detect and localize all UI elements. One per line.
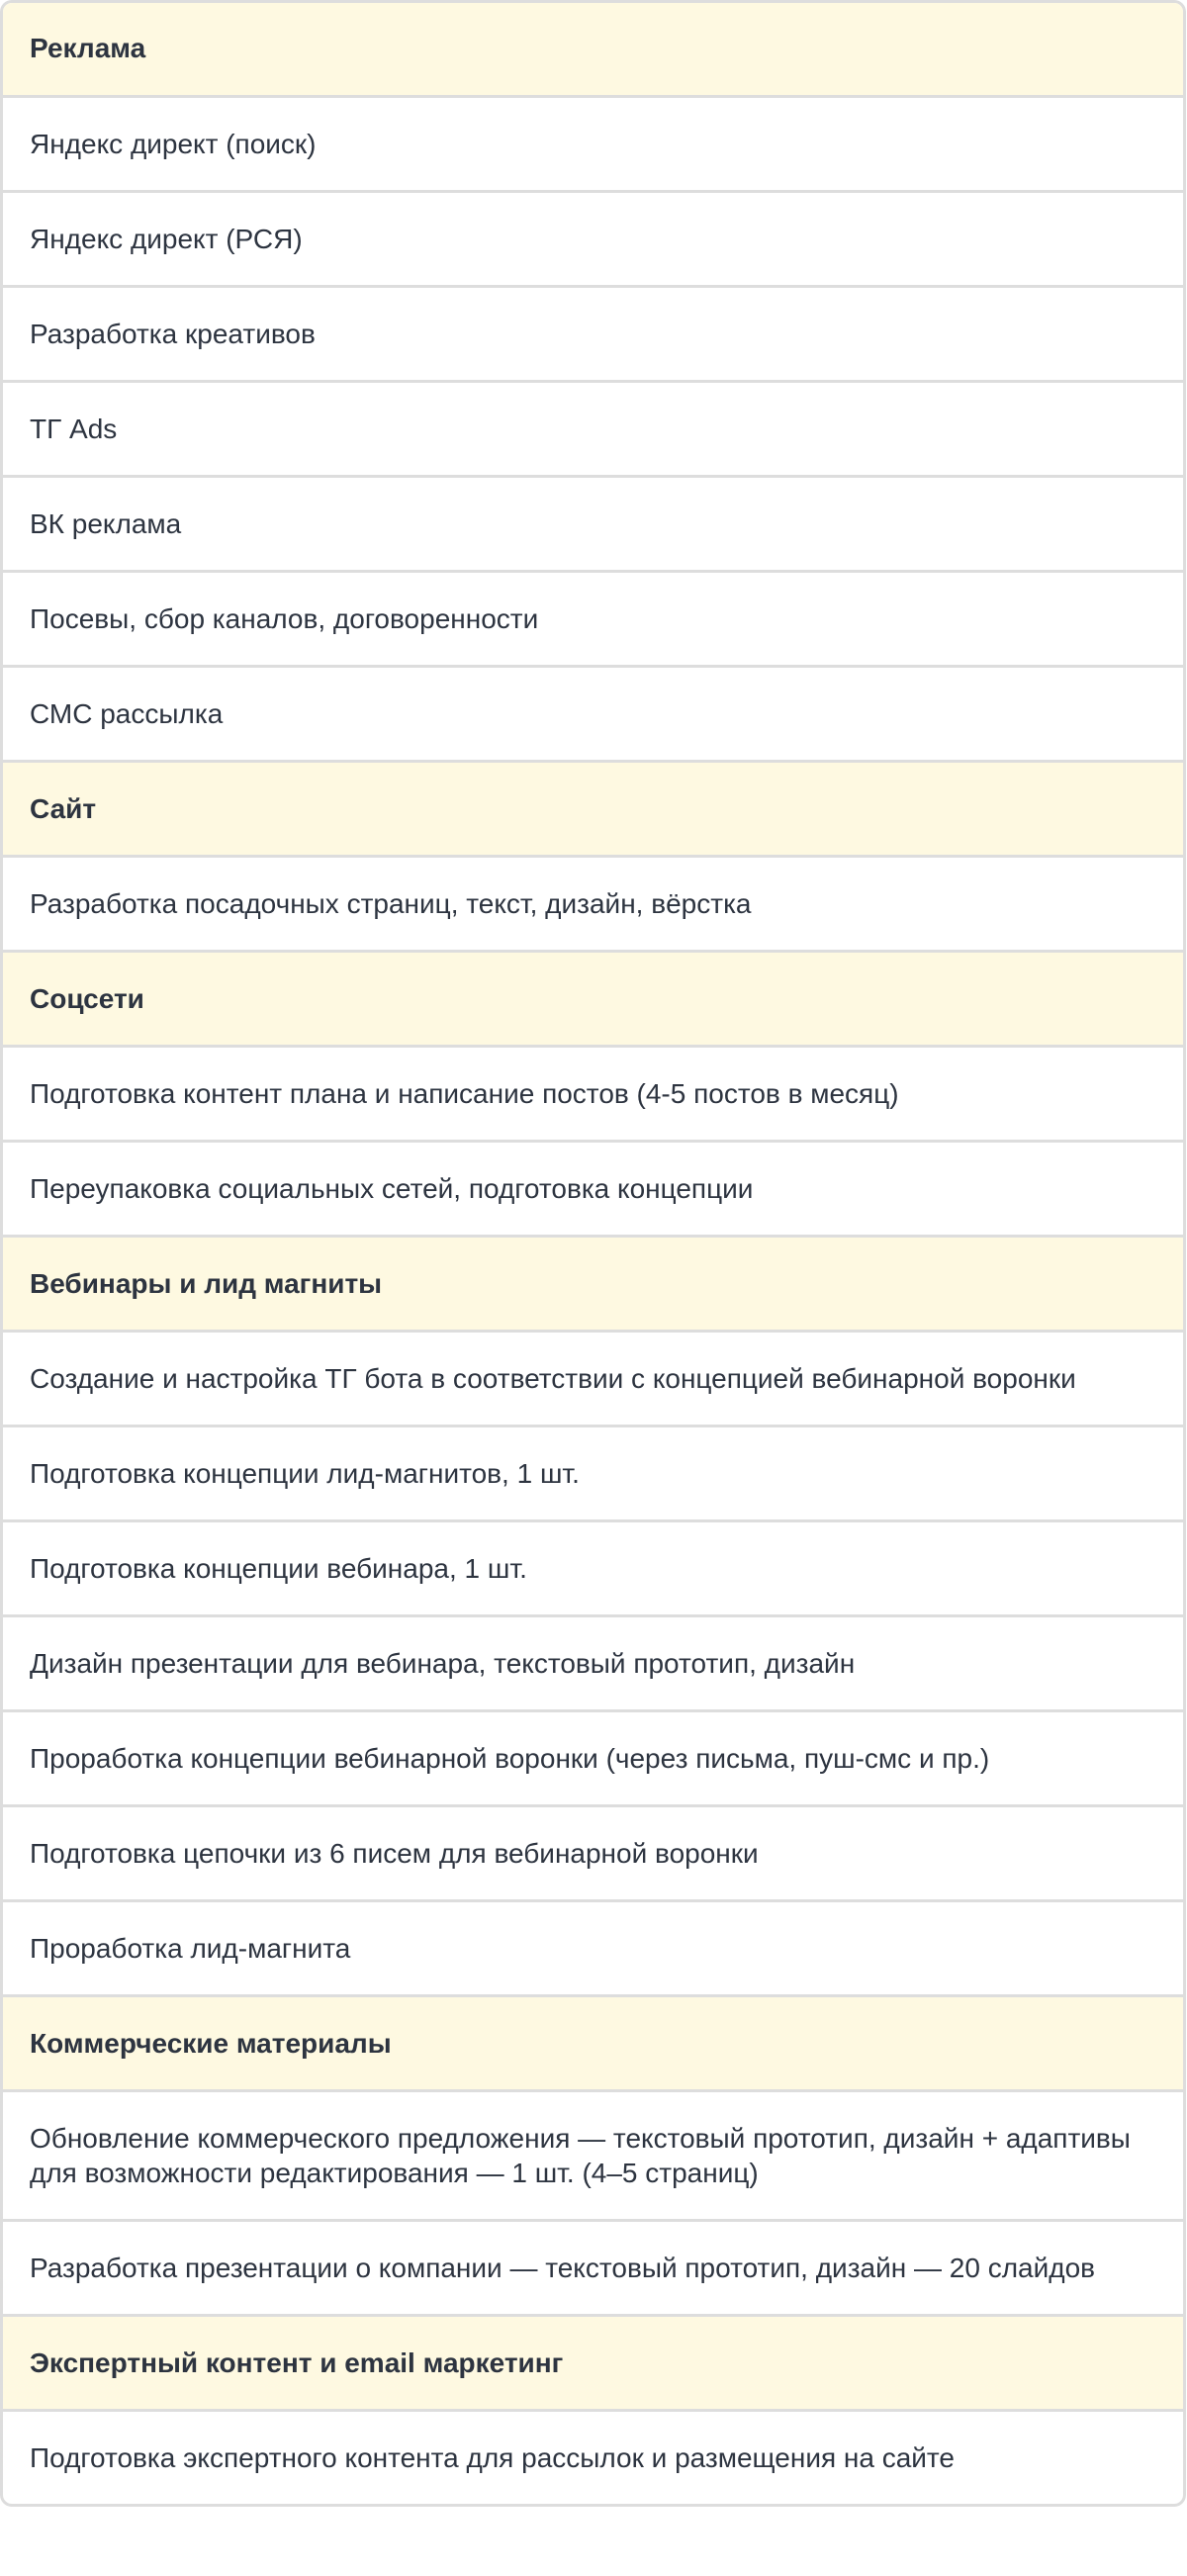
table-row: Подготовка концепции вебинара, 1 шт. bbox=[3, 1519, 1183, 1614]
table-row: Дизайн презентации для вебинара, текстовый прототип, дизайн bbox=[3, 1614, 1183, 1709]
section-header: Экспертный контент и email маркетинг bbox=[3, 2314, 1183, 2409]
table-row: Подготовка концепции лид-магнитов, 1 шт. bbox=[3, 1425, 1183, 1519]
table-row: Обновление коммерческого предложения — текстовый прототип, дизайн + адаптивы для возможности редактирования — 1 шт. (4–5 страниц) bbox=[3, 2089, 1183, 2219]
table-row: Подготовка контент плана и написание постов (4-5 постов в месяц) bbox=[3, 1045, 1183, 1140]
section-header: Сайт bbox=[3, 760, 1183, 855]
table-row: Яндекс директ (поиск) bbox=[3, 95, 1183, 190]
table-row: Подготовка экспертного контента для рассылок и размещения на сайте bbox=[3, 2409, 1183, 2504]
table-row: ВК реклама bbox=[3, 475, 1183, 570]
table-row: Посевы, сбор каналов, договоренности bbox=[3, 570, 1183, 665]
table-row: Подготовка цепочки из 6 писем для вебинарной воронки bbox=[3, 1804, 1183, 1899]
table-row: Яндекс директ (РСЯ) bbox=[3, 190, 1183, 285]
table-row: ТГ Ads bbox=[3, 380, 1183, 475]
table-row: Создание и настройка ТГ бота в соответствии с концепцией вебинарной воронки bbox=[3, 1330, 1183, 1425]
table-row: СМС рассылка bbox=[3, 665, 1183, 760]
table-row: Разработка презентации о компании — текстовый прототип, дизайн — 20 слайдов bbox=[3, 2219, 1183, 2314]
table-row: Проработка концепции вебинарной воронки (через письма, пуш-смс и пр.) bbox=[3, 1709, 1183, 1804]
section-header: Реклама bbox=[3, 3, 1183, 95]
table-row: Разработка креативов bbox=[3, 285, 1183, 380]
section-header: Соцсети bbox=[3, 950, 1183, 1045]
section-header: Вебинары и лид магниты bbox=[3, 1235, 1183, 1330]
section-header: Коммерческие материалы bbox=[3, 1994, 1183, 2089]
table-row: Разработка посадочных страниц, текст, дизайн, вёрстка bbox=[3, 855, 1183, 950]
table-row: Переупаковка социальных сетей, подготовка концепции bbox=[3, 1140, 1183, 1235]
table-row: Проработка лид-магнита bbox=[3, 1899, 1183, 1994]
